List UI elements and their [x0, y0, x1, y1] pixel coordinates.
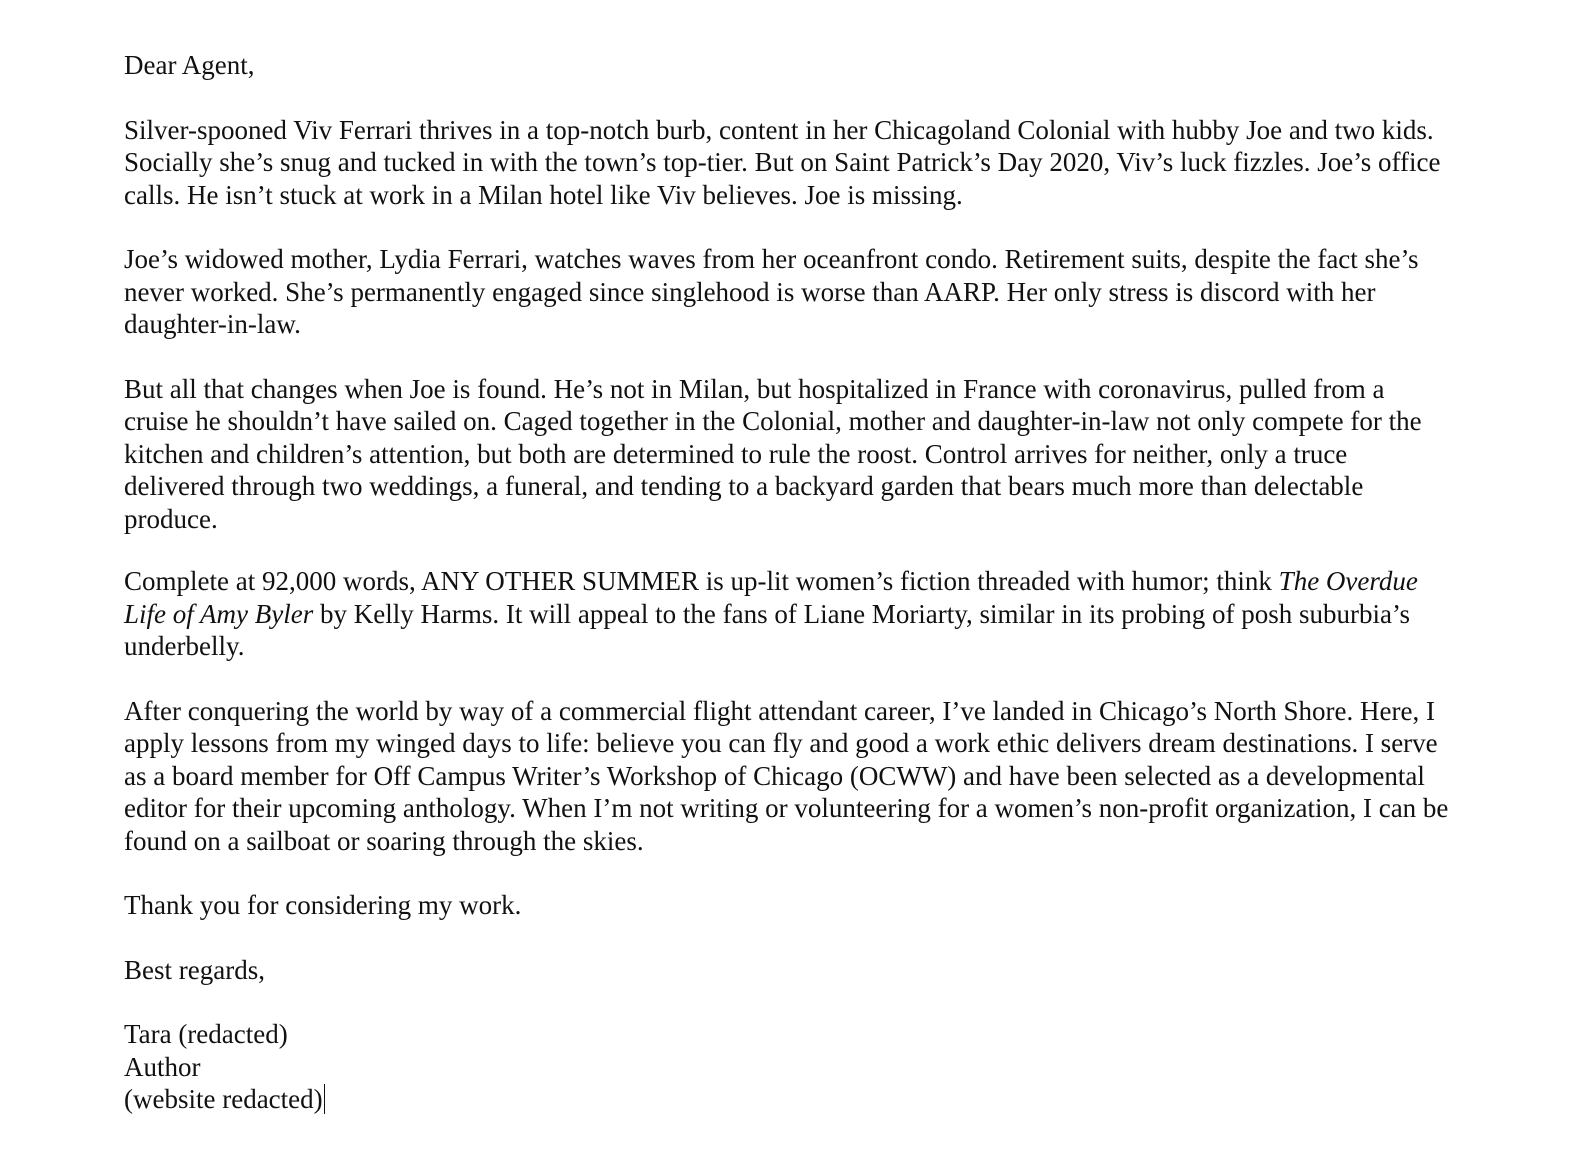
salutation: Dear Agent,: [124, 50, 255, 80]
thanks-line: Thank you for considering my work.: [124, 890, 522, 920]
paragraph-bio: After conquering the world by way of a commercial flight attendant career, I’ve landed in Chicago’s North Shore. Here, I apply lessons from my winged days to life: believe you can fly and good a work ethic delivers dream destinations. I serve as a board member for Off Campus Writer’s Workshop of Chicago (OCWW) and have been selected as a developmental editor for their upcoming anthology. When I’m not writing or volunteering for a women’s non-profit organization, I can be found on a sailboat or soaring through the skies.: [124, 695, 1449, 856]
comparables-text-after: by Kelly Harms. It will appeal to the fans of Liane Moriarty, similar in its probing of posh suburbia’s underbelly.: [124, 598, 1411, 661]
signature-website-line: [124, 1083, 1454, 1116]
comparables-text-before: Complete at 92,000 words, ANY OTHER SUMMER is up-lit women’s fiction threaded with humor; think: [124, 566, 1279, 596]
signature-block: [124, 1018, 1454, 1116]
paragraph-premise: Silver-spooned Viv Ferrari thrives in a top-notch burb, content in her Chicagoland Colonial with hubby Joe and two kids. Socially she’s snug and tucked in with the town’s top-tier. But on Saint Patrick’s Day 2020, Viv’s luck fizzles. Joe’s office calls. He isn’t stuck at work in a Milan hotel like Viv believes. Joe is missing.: [124, 114, 1441, 210]
closing-line: Best regards,: [124, 954, 265, 985]
paragraph-conflict: But all that changes when Joe is found. He’s not in Milan, but hospitalized in France with coronavirus, pulled from a cruise he shouldn’t have sailed on. Caged together in the Colonial, mother and daughter-in-law not only compete for the kitchen and children’s attention, but both are determined to rule the roost. Control arrives for neither, only a truce delivered through two weddings, a funeral, and tending to a backyard garden that bears much more than delectable produce.: [124, 373, 1422, 534]
signature-name: Tara (redacted): [124, 1019, 288, 1049]
signature-title: Author: [124, 1051, 201, 1082]
signature-website: (website redacted): [124, 1084, 323, 1114]
paragraph-comparables: [124, 565, 1454, 663]
text-cursor: [324, 1084, 326, 1114]
paragraph-mother-in-law: Joe’s widowed mother, Lydia Ferrari, watches waves from her oceanfront condo. Retirement suits, despite the fact she’s never worked. She’s permanently engaged since singlehood is worse than AARP. Her only stress is discord with her daughter-in-law.: [124, 244, 1419, 339]
letter-body[interactable]: [124, 49, 1454, 1116]
comparable-title: The Overdue Life of Amy Byler: [124, 566, 1418, 629]
